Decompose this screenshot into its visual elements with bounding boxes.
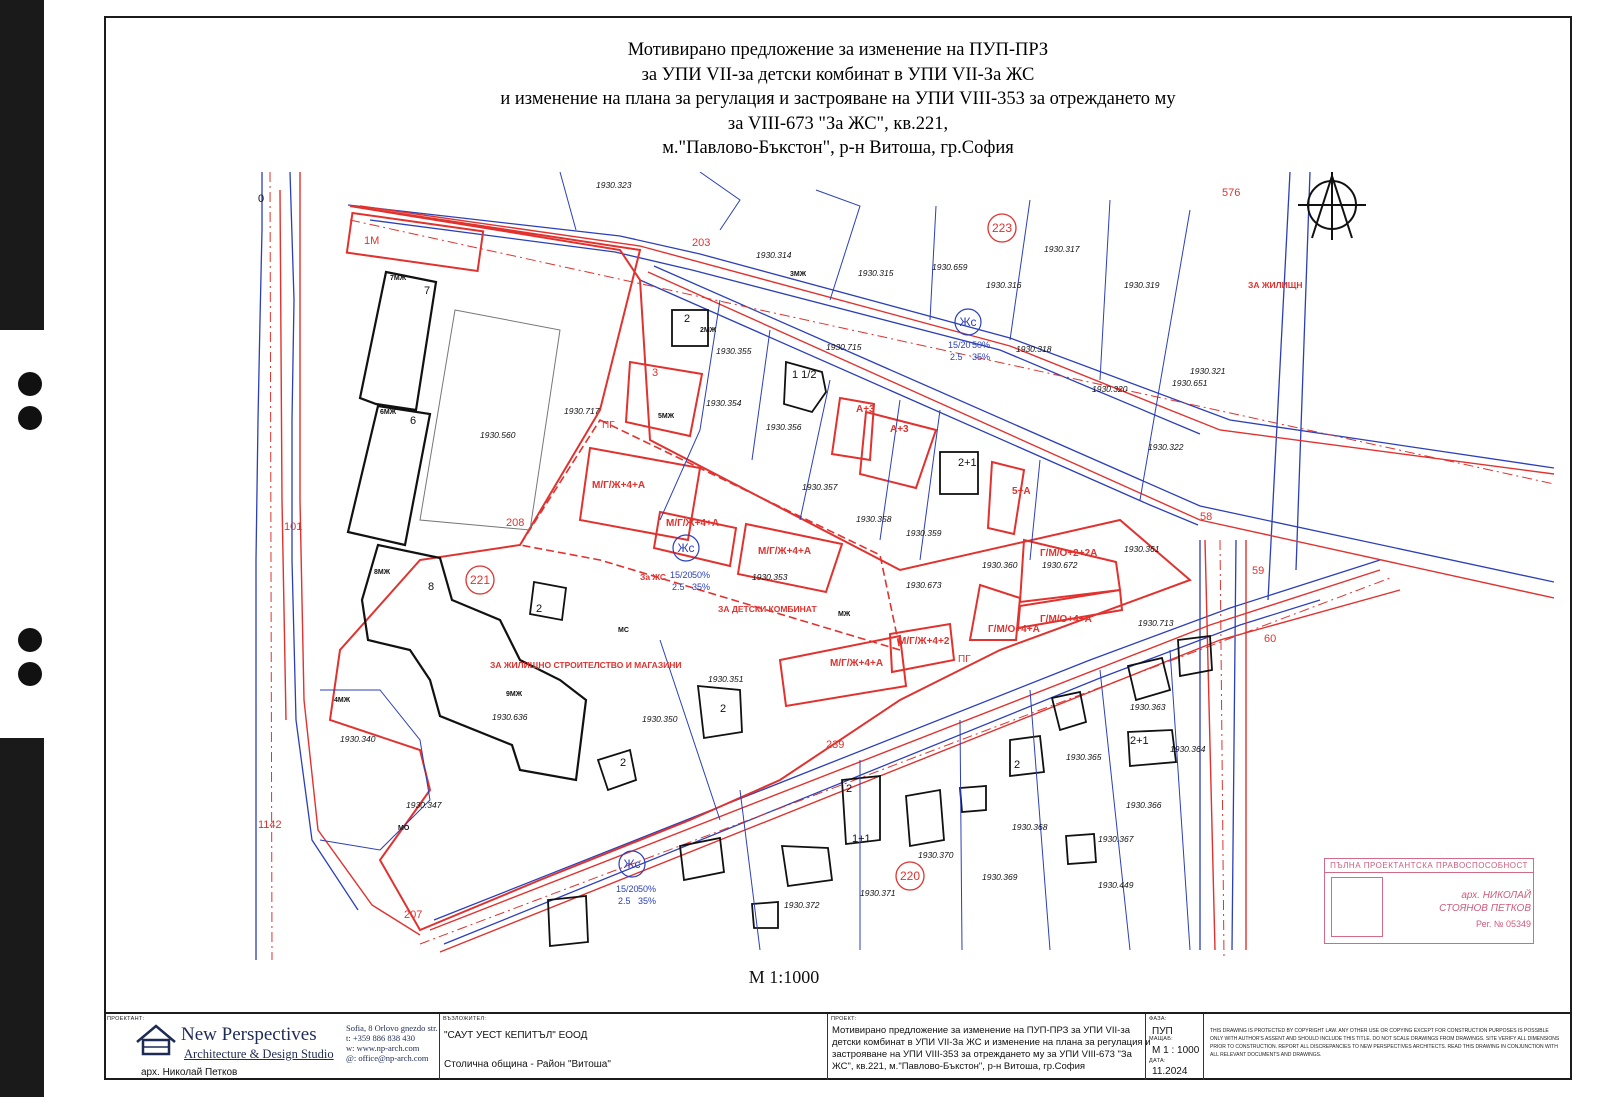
zone-label: Жс — [677, 541, 695, 555]
proposal-label: А+3 — [856, 404, 875, 415]
zone-param: 2.5 — [618, 896, 631, 906]
zone-param: 2.5 — [672, 582, 685, 592]
building-number: 7 — [424, 285, 431, 297]
zone-param: 50% — [638, 884, 657, 894]
lot-id: 1930.317 — [1044, 244, 1080, 254]
binder-band-bottom — [0, 738, 44, 1097]
drawing-title — [104, 38, 1572, 161]
building-number: 2+1 — [958, 457, 977, 469]
building-number: 6 — [410, 415, 417, 427]
lot-purpose: ЗА ДЕТСКИ КОМБИНАТ — [718, 604, 817, 614]
lot-id: 1930.717 — [564, 406, 600, 416]
lot-id: 1930.361 — [1124, 544, 1160, 554]
lot-id: 1930.368 — [1012, 822, 1048, 832]
binder-hole — [18, 406, 42, 430]
quarter-label: 221 — [469, 573, 491, 587]
lot-id: 1930.371 — [860, 888, 896, 898]
proposal-label: М/Г/Ж+4+А — [758, 546, 812, 557]
zone-param: 50% — [692, 570, 711, 580]
lot-ids — [340, 180, 1226, 910]
proposal-label: А+3 — [890, 424, 909, 435]
project-label: ПРОЕКТ: — [831, 1016, 857, 1022]
lot-id: 1930.354 — [706, 398, 742, 408]
stamp-reg: Рег. № 05349 — [1476, 919, 1531, 929]
lot-purpose: За ЖС — [640, 572, 667, 582]
street-number: 203 — [692, 237, 711, 249]
client-cell — [440, 1014, 828, 1080]
storey-label: 6МЖ — [380, 409, 397, 416]
lot-id: 1930.366 — [1126, 800, 1162, 810]
client-municipality: Столична община - Район "Витоша" — [444, 1059, 611, 1070]
lot-id: 1930.315 — [858, 268, 894, 278]
lot-id: 1930.322 — [1148, 442, 1184, 452]
scale-value: М 1 : 1000 — [1152, 1045, 1200, 1056]
zone-param: 35% — [972, 352, 991, 362]
phase-label: ФАЗА: — [1149, 1016, 1167, 1022]
lot-id: 1930.351 — [708, 674, 744, 684]
lot-id: 1930.358 — [856, 514, 892, 524]
storey-label: 9МЖ — [506, 691, 523, 698]
storey-label: МЖ — [838, 611, 851, 618]
storey-label: 8МЖ — [374, 569, 391, 576]
lot-id: 1930.321 — [1190, 366, 1226, 376]
title-line: и изменение на плана за регулация и застрояване на УПИ VIII-353 за отреждането му — [500, 89, 1176, 109]
building-number: 2+1 — [1130, 735, 1149, 747]
lot-id: 1930.347 — [406, 800, 442, 810]
binder-hole — [18, 372, 42, 396]
zone-param: 50% — [972, 340, 991, 350]
proposal-label: М/Г/Ж+4+А — [592, 480, 646, 491]
lot-id: 1930.713 — [1138, 618, 1174, 628]
street-number: 576 — [1222, 187, 1241, 199]
phase-value: ПУП — [1152, 1026, 1173, 1037]
lot-id: 1930.356 — [766, 422, 802, 432]
title-line: Мотивирано предложение за изменение на ПУП-ПРЗ — [627, 40, 1049, 60]
lot-id: 1930.369 — [982, 872, 1018, 882]
storey-label: 3МЖ — [790, 271, 807, 278]
proposal-label: Г/М/О+4+А — [1040, 614, 1092, 625]
quarter-label: 220 — [899, 869, 921, 883]
pg-marker: ПГ — [958, 654, 971, 665]
street-number: 0 — [258, 193, 265, 205]
designer-cell — [104, 1014, 440, 1080]
lot-id: 1930.353 — [752, 572, 788, 582]
contact-line: t: +359 886 838 430 — [346, 1033, 416, 1043]
stamp-logo-icon — [1331, 877, 1383, 937]
zone-param-tables — [616, 340, 990, 906]
scale-label: М 1:1000 — [748, 967, 820, 987]
legal-notice: THIS DRAWING IS PROTECTED BY COPYRIGHT LAW. ANY OTHER USE OR COPYING EXCEPT FOR CONSTRUCTION PURPOSES IS POSSIBLE ONLY WITH AUTHOR'S ASSENT AND SHOULD INCLUDE THIS TITLE. DO NOT SCALE DRAWINGS FROM DRAWINGS. SITE VERIFY ALL DIMENSIONS PRIOR TO CONSTRUCTION. REPORT ALL DISCREPANCIES TO NEW PERSPECTIVES ARCHITECTS. READ THIS DRAWING IN CONJUNCTION WITH ALL RELEVANT DOCUMENTS AND DRAWINGS. — [1210, 1028, 1560, 1058]
street-number: 101 — [284, 521, 303, 533]
storey-label: 4МЖ — [334, 697, 351, 704]
proposal-label: М/Г/Ж+4+2 — [898, 636, 950, 647]
zone-label: Жс — [959, 315, 977, 329]
binder-hole — [18, 662, 42, 686]
storey-label: 2МЖ — [700, 327, 717, 334]
proposal-label: Г/М/О+4+А — [988, 624, 1040, 635]
date-value: 11.2024 — [1152, 1066, 1188, 1077]
lot-id: 1930.715 — [826, 342, 862, 352]
lot-id: 1930.320 — [1092, 384, 1128, 394]
studio-subtitle: Architecture & Design Studio — [184, 1047, 334, 1061]
contact-line: w: www.np-arch.com — [346, 1043, 420, 1053]
building-number: 2 — [720, 703, 727, 715]
lot-id: 1930.449 — [1098, 880, 1134, 890]
street-number: 207 — [404, 909, 423, 921]
proposal-label: М/Г/Ж+4+А — [666, 518, 720, 529]
zone-param: 15/20 — [616, 884, 639, 894]
lot-id: 1930.365 — [1066, 752, 1102, 762]
stamp-title: ПЪЛНА ПРОЕКТАНТСКА ПРАВОСПОСОБНОСТ — [1325, 859, 1533, 873]
zone-param: 35% — [692, 582, 711, 592]
street-number: 60 — [1264, 633, 1277, 645]
lot-id: 1930.651 — [1172, 378, 1208, 388]
storey-label: 7МЖ — [390, 275, 407, 282]
client-label: ВЪЗЛОЖИТЕЛ: — [443, 1016, 487, 1022]
lot-id: 1930.560 — [480, 430, 516, 440]
zone-param: 2.5 — [950, 352, 963, 362]
street-number: 208 — [506, 517, 525, 529]
designer-label: ПРОЕКТАНТ: — [107, 1016, 145, 1022]
lot-id: 1930.314 — [756, 250, 792, 260]
street-number: 239 — [826, 739, 845, 751]
scan-binder-edge — [0, 0, 44, 1097]
project-text: Мотивирано предложение за изменение на ПУП-ПРЗ за УПИ VII-за детски комбинат в УПИ VII-За ЖС и изменение на плана за регулация и застрояване на УПИ VIII-353 за отреждането му за УПИ VIII-673 "За ЖС", кв.221, м."Павлово-Бъкстон", р-н Витоша, гр.София — [832, 1025, 1151, 1072]
lot-id: 1930.355 — [716, 346, 752, 356]
scale-field-label: МАЩАБ: — [1149, 1036, 1174, 1042]
storey-label: МО — [398, 825, 410, 832]
building-number: 8 — [428, 581, 435, 593]
street-number: 59 — [1252, 565, 1265, 577]
quarter-label: 223 — [991, 221, 1013, 235]
lot-purpose: ЗА ЖИЛИЩН — [1248, 280, 1303, 290]
title-line: м."Павлово-Бъкстон", р-н Витоша, гр.София — [662, 138, 1014, 158]
lot-1930-560 — [420, 310, 560, 530]
contact-line: @: office@np-arch.com — [346, 1053, 429, 1063]
legal-cell — [1204, 1014, 1572, 1080]
proposal-label: Г/М/О+2+2А — [1040, 548, 1098, 559]
lot-id: 1930.316 — [986, 280, 1022, 290]
lot-id: 1930.360 — [982, 560, 1018, 570]
street-number: 1142 — [258, 819, 282, 831]
lot-id: 1930.359 — [906, 528, 942, 538]
stamp-name-line: СТОЯНОВ ПЕТКОВ — [1439, 903, 1531, 914]
studio-contacts — [346, 1023, 438, 1063]
title-line: за УПИ VII-за детски комбинат в УПИ VII-За ЖС — [641, 64, 1035, 85]
cadastral-map[interactable] — [254, 172, 1554, 962]
proposal-label: 5+А — [1012, 486, 1031, 497]
lot-id: 1930.357 — [802, 482, 838, 492]
zone-label: Жс — [623, 857, 641, 871]
building-number: 2 — [536, 603, 543, 615]
lot-id: 1930.367 — [1098, 834, 1134, 844]
lot-id: 1930.364 — [1170, 744, 1206, 754]
building-number: 3 — [652, 367, 659, 379]
architect-name: арх. Николай Петков — [141, 1067, 238, 1078]
lot-id: 1930.319 — [1124, 280, 1160, 290]
building-number: 2 — [684, 313, 691, 325]
map-background-lines — [256, 172, 1554, 960]
client-name: "САУТ УЕСТ КЕПИТЪЛ" ЕООД — [444, 1030, 588, 1041]
lot-id: 1930.372 — [784, 900, 820, 910]
building-number: 2 — [620, 757, 627, 769]
pg-markers — [602, 420, 971, 665]
lot-id: 1930.318 — [1016, 344, 1052, 354]
studio-logo-icon — [134, 1022, 178, 1058]
phase-scale-date-cell — [1146, 1014, 1204, 1080]
contact-line: Sofia, 8 Orlovo gnezdo str. — [346, 1023, 438, 1033]
lot-id: 1930.636 — [492, 712, 528, 722]
lot-id: 1930.323 — [596, 180, 632, 190]
studio-name: New Perspectives — [181, 1024, 317, 1045]
binder-hole — [18, 628, 42, 652]
storey-label: 5МЖ — [658, 413, 675, 420]
stamp-name — [1391, 889, 1531, 915]
stamp-name-line: арх. НИКОЛАЙ — [1461, 890, 1531, 901]
storey-label: МС — [618, 627, 629, 634]
title-line: за VIII-673 "За ЖС", кв.221, — [727, 113, 949, 134]
street-number: 58 — [1200, 511, 1213, 523]
building-number: 1 1/2 — [792, 369, 817, 381]
building-number: 2 — [1014, 759, 1021, 771]
lot-purpose: ЗА ЖИЛИЩНО СТРОИТЕЛСТВО И МАГАЗИНИ — [490, 660, 682, 670]
building-number: 2 — [846, 783, 853, 795]
lot-id: 1930.350 — [642, 714, 678, 724]
building-number: 1+1 — [852, 833, 871, 845]
building-number: 1М — [364, 235, 380, 247]
date-label: ДАТА: — [1149, 1058, 1166, 1064]
zone-param: 35% — [638, 896, 657, 906]
binder-band-top — [0, 0, 44, 330]
lot-id: 1930.363 — [1130, 702, 1166, 712]
architect-stamp — [1324, 858, 1534, 944]
zone-param: 15/20 — [948, 340, 971, 350]
lot-id: 1930.370 — [918, 850, 954, 860]
lot-purposes — [490, 280, 1303, 670]
lot-id: 1930.340 — [340, 734, 376, 744]
project-cell — [828, 1014, 1151, 1080]
pg-marker: ПГ — [602, 420, 615, 431]
title-strip — [104, 1012, 1572, 1080]
lot-id: 1930.659 — [932, 262, 968, 272]
lot-id: 1930.673 — [906, 580, 942, 590]
proposal-label: М/Г/Ж+4+А — [830, 658, 884, 669]
zone-param: 15/20 — [670, 570, 693, 580]
lot-id: 1930.672 — [1042, 560, 1078, 570]
existing-buildings — [348, 272, 586, 780]
